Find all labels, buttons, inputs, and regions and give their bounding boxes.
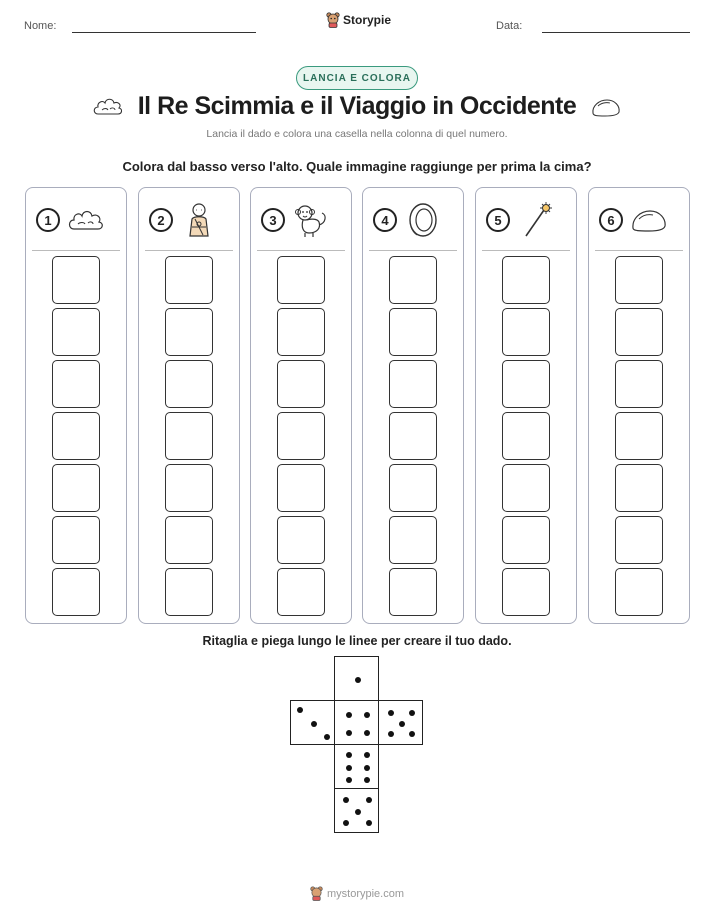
column-4 [362,187,464,624]
die-pip [409,710,415,716]
column-divider [369,250,457,251]
date-label: Data: [496,20,523,32]
color-box[interactable] [277,568,325,616]
color-box[interactable] [615,516,663,564]
color-box[interactable] [165,360,213,408]
color-box[interactable] [165,516,213,564]
die-pip [355,677,361,683]
column-6 [588,187,690,624]
date-line [542,32,690,33]
die-face-4 [334,700,379,745]
column-divider [595,250,683,251]
column-number: 2 [149,208,173,232]
column-3 [250,187,352,624]
color-box[interactable] [165,464,213,512]
name-line [72,32,256,33]
column-divider [257,250,345,251]
color-box[interactable] [502,568,550,616]
die-pip [324,734,330,740]
color-box[interactable] [615,412,663,460]
color-box[interactable] [277,464,325,512]
color-box[interactable] [165,412,213,460]
name-label: Nome: [24,20,57,32]
die-pip [343,797,349,803]
color-box[interactable] [277,516,325,564]
column-divider [482,250,570,251]
title-row [0,92,714,121]
die-pip [364,752,370,758]
die-pip [364,777,370,783]
color-box[interactable] [615,308,663,356]
die-pip [364,712,370,718]
subtitle: Lancia il dado e colora una casella nella colonna di quel numero. [206,128,508,140]
stone-icon [629,201,669,239]
die-face-3 [290,700,335,745]
column-header [149,200,229,240]
color-box[interactable] [615,360,663,408]
color-box[interactable] [502,256,550,304]
die-pip [364,765,370,771]
color-box[interactable] [502,308,550,356]
die-pip [346,712,352,718]
color-box[interactable] [389,516,437,564]
color-box[interactable] [52,516,100,564]
color-box[interactable] [277,308,325,356]
die-pip [343,820,349,826]
color-box[interactable] [52,464,100,512]
die-pip [364,730,370,736]
staff-icon [516,201,556,239]
color-box[interactable] [502,412,550,460]
die-pip [311,721,317,727]
column-header [373,200,453,240]
color-box[interactable] [52,568,100,616]
bear-logo-icon [326,12,340,28]
column-number: 3 [261,208,285,232]
stone-icon [590,96,622,118]
page-title: Il Re Scimmia e il Viaggio in Occidente [137,92,577,120]
die-face-2 [334,788,379,833]
color-box[interactable] [615,568,663,616]
color-box[interactable] [52,412,100,460]
color-box[interactable] [277,256,325,304]
column-header [261,200,341,240]
footer-url: mystorypie.com [326,887,405,900]
die-face-6 [334,744,379,789]
color-box[interactable] [277,412,325,460]
column-header [486,200,566,240]
color-box[interactable] [502,464,550,512]
column-number: 1 [36,208,60,232]
column-header [36,200,116,240]
cut-instruction: Ritaglia e piega lungo le linee per creare il tuo dado. [202,634,512,648]
color-box[interactable] [502,360,550,408]
column-number: 6 [599,208,623,232]
color-box[interactable] [52,256,100,304]
color-box[interactable] [277,360,325,408]
column-number: 4 [373,208,397,232]
column-1 [25,187,127,624]
die-pip [388,710,394,716]
color-box[interactable] [389,464,437,512]
ring-icon [403,201,443,239]
die-pip [346,752,352,758]
monkey-icon [291,201,331,239]
die-pip [346,777,352,783]
bear-logo-icon [310,886,323,901]
brand-name: Storypie [343,13,392,27]
die-pip [409,731,415,737]
die-pip [297,707,303,713]
die-pip [366,820,372,826]
color-box[interactable] [389,360,437,408]
color-box[interactable] [502,516,550,564]
die-face-1 [334,656,379,701]
color-box[interactable] [389,568,437,616]
die-pip [399,721,405,727]
die-pip [346,730,352,736]
color-box[interactable] [165,308,213,356]
die-pip [355,809,361,815]
die-face-5 [378,700,423,745]
die-pip [346,765,352,771]
die-pip [388,731,394,737]
activity-badge: LANCIA E COLORA [296,66,418,90]
column-5 [475,187,577,624]
color-box[interactable] [615,256,663,304]
cloud-icon [66,201,106,239]
color-box[interactable] [165,256,213,304]
footer [0,886,714,901]
monk-icon [179,201,219,239]
brand-logo [326,12,391,28]
column-divider [32,250,120,251]
column-2 [138,187,240,624]
color-box[interactable] [615,464,663,512]
instruction: Colora dal basso verso l'alto. Quale immagine raggiunge per prima la cima? [122,159,592,174]
cloud-icon [92,96,124,118]
color-box[interactable] [52,308,100,356]
die-pip [366,797,372,803]
color-box[interactable] [389,412,437,460]
color-box[interactable] [389,256,437,304]
color-box[interactable] [52,360,100,408]
column-number: 5 [486,208,510,232]
color-box[interactable] [165,568,213,616]
column-header [599,200,679,240]
color-box[interactable] [389,308,437,356]
column-divider [145,250,233,251]
